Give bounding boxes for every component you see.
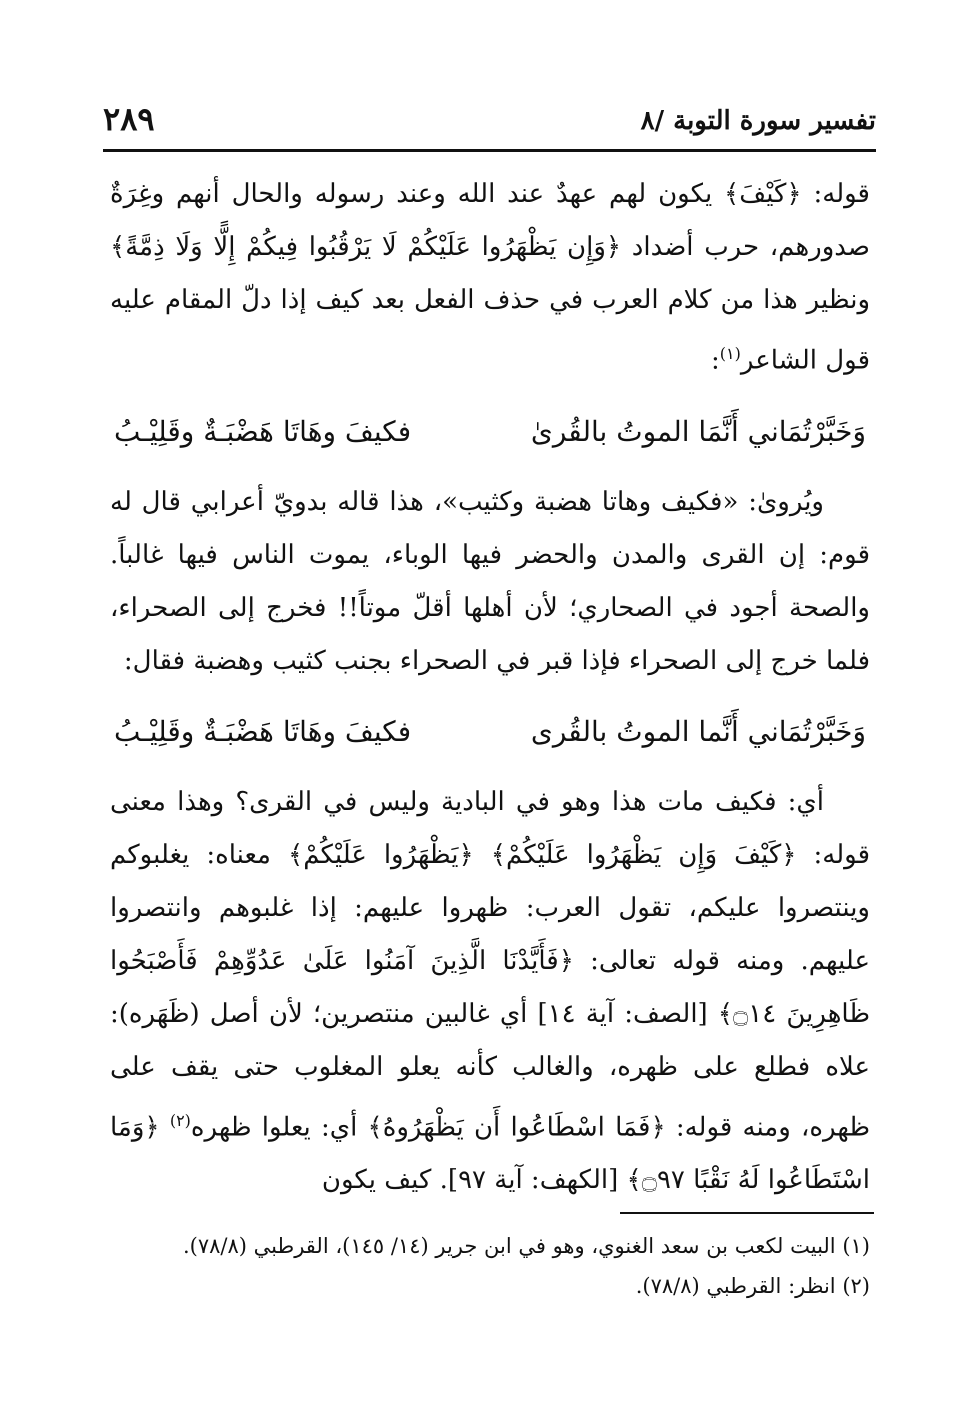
verse-1-first-hemistich: وَخَبَّرْتُمَاني أَنَّمَا الموتُ بالقُرىٰ [530, 414, 866, 448]
footnote-1: (١) البيت لكعب بن سعد الغنوي، وهو في ابن جرير (١٤/ ١٤٥)، القرطبي (٧٨/٨). [183, 1234, 870, 1258]
footnote-ref-1: (١) [719, 344, 741, 363]
paragraph-1 [110, 168, 870, 388]
verse-2-second-hemistich: فكيفَ وهَاتَا هَضْبَـةٌ وقَلِيْـبُ [114, 714, 412, 748]
body-text [110, 168, 870, 1207]
footnote-ref-2: (٢) [169, 1110, 191, 1130]
page-number: ٢٨٩ [103, 100, 155, 138]
paragraph-1-end: : [711, 345, 720, 376]
footnotes [110, 1226, 870, 1306]
paragraph-3-text-end: ﴿وَمَا اسْتَطَاعُوا لَهُ نَقْبًا ۝٩٧﴾ [الكهف: آية ٩٧]. كيف يكون [110, 1112, 870, 1196]
paragraph-3-text: أي: فكيف مات هذا وهو في البادية وليس في القرى؟ وهذا معنى قوله: ﴿كَيْفَ وَإِن يَظْهَرُوا عَلَيْكُمْ﴾ ﴿يَظْهَرُوا عَلَيْكُمْ﴾ معناه: يغلبوكم وينتصروا عليكم، تقول العرب: ظهروا عليهم: إذا غلبوهم وانتصروا عليهم. ومنه قوله تعالى: ﴿فَأَيَّدْنَا الَّذِينَ آمَنُوا عَلَىٰ عَدُوِّهِمْ فَأَصْبَحُوا ظَاهِرِينَ ۝١٤﴾ [الصف: آية ١٤] أي غالبين منتصرين؛ لأن أصل (ظَهَره): علاه فطلع على ظهره، والغالب كأنه يعلو المغلوب حتى يقف على ظهره، ومنه قوله: ﴿فَمَا اسْطَاعُوا أَن يَظْهَرُوهُ﴾ أي: يعلوا ظهره [110, 786, 871, 1143]
paragraph-2: ويُروىٰ: «فكيف وهاتا هضبة وكثيب»، هذا قاله بدويّ أعرابي قال له قوم: إن القرى والمدن والحضر فيها الوباء، يموت الناس فيها غالباً. والصحة أجود في الصحاري؛ لأن أهلها أقلّ موتاً!! فخرج إلى الصحراء، فلما خرج إلى الصحراء فإذا قبر في الصحراء بجنب كثيب وهضبة فقال: [110, 486, 870, 676]
running-title: تفسير سورة التوبة /٨ [640, 106, 876, 136]
paragraph-3 [110, 776, 870, 1208]
verse-2-first-hemistich: وَخَبَّرْتُمَاني أَنَّما الموتُ بالقُرى [530, 714, 866, 748]
verse-1-second-hemistich: فكيفَ وهَاتَا هَضْبَـةٌ وقَلِيْـبُ [114, 414, 412, 448]
header-rule [103, 149, 876, 152]
paragraph-1-text: قوله: ﴿كَيْفَ﴾ يكون لهم عهدٌ عند الله وعند رسوله والحال أنهم وغِرَةٌ صدورهم، حرب أضداد ﴿وَإِن يَظْهَرُوا عَلَيْكُمْ لَا يَرْقُبُوا فِيكُمْ إِلًّا وَلَا ذِمَّةً﴾ ونظير هذا من كلام العرب في حذف الفعل بعد كيف إذا دلّ المقام عليه قول الشاعر [110, 179, 870, 376]
footnote-rule [620, 1212, 874, 1214]
poetry-verse-2 [110, 702, 870, 762]
poetry-verse-1 [110, 402, 870, 462]
footnote-2: (٢) انظر: القرطبي (٧٨/٨). [635, 1274, 870, 1298]
page-header [103, 100, 876, 150]
